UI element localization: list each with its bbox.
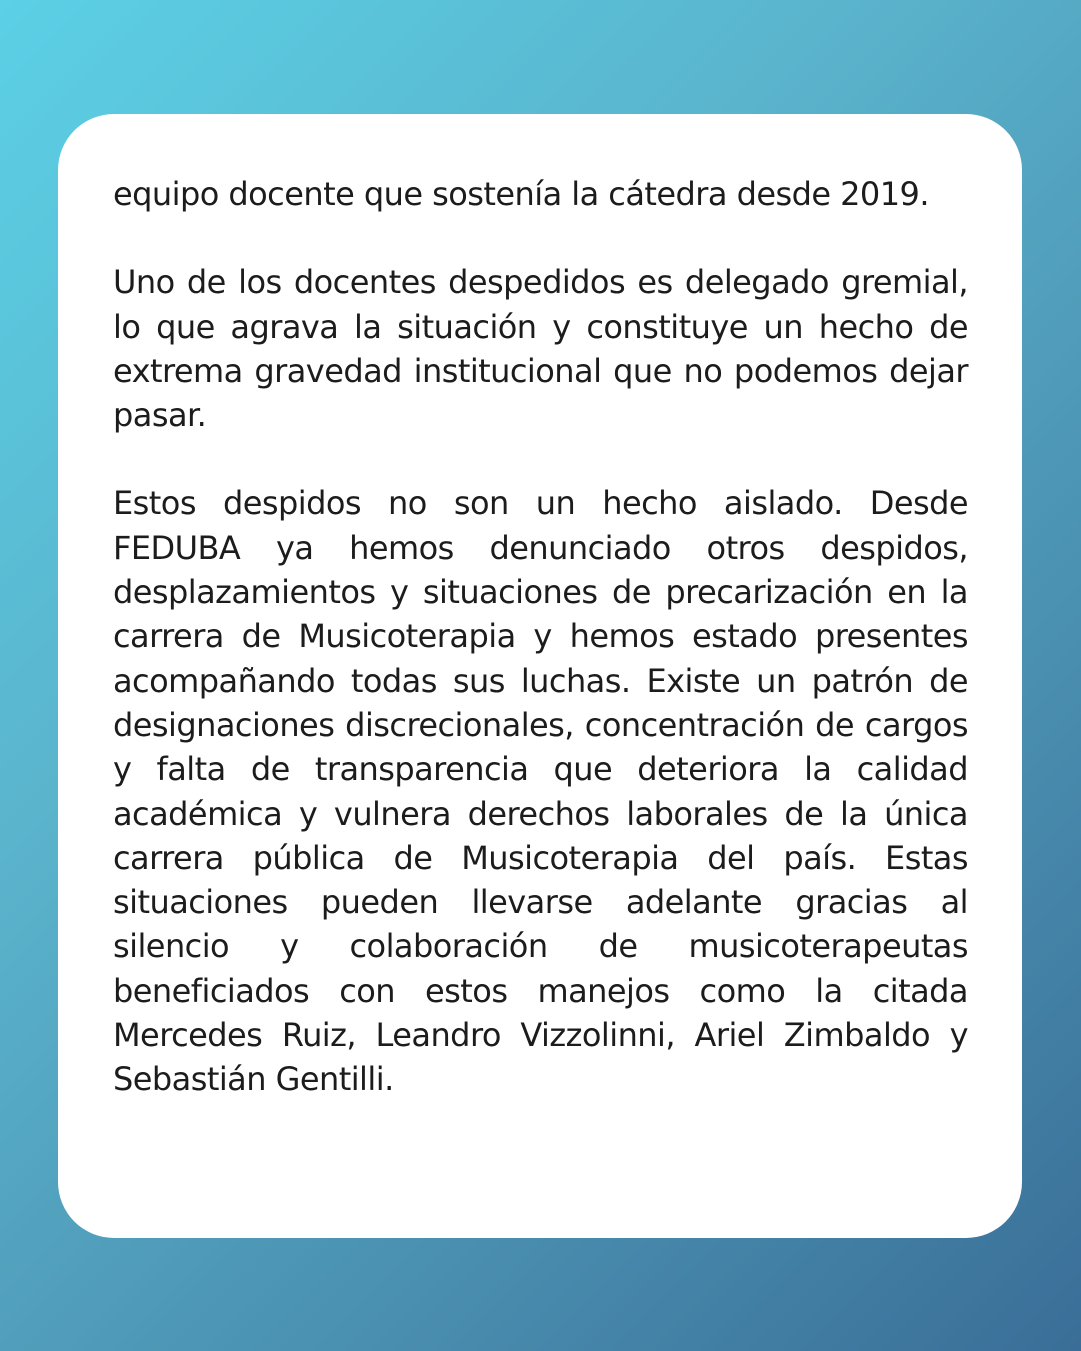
paragraph-3: Estos despidos no son un hecho aislado. Desde FEDUBA ya hemos denunciado otros despidos, desplazamientos y situaciones de precarización en la carrera de Musicoterapia y hemos estado presentes acompañando todas sus luchas. Existe un patrón de designaciones discrecionales, concentración de cargos y falta de transparencia que deteriora la calidad académica y vulnera derechos laborales de la única carrera pública de Musicoterapia del país. Estas situaciones pueden llevarse adelante gracias al silencio y colaboración de musicoterapeutas beneficiados con estos manejos como la citada Mercedes Ruiz, Leandro Vizzolinni, Ariel Zimbaldo y Sebastián Gentilli.	[113, 484, 968, 1099]
paragraph-1: equipo docente que sostenía la cátedra desde 2019.	[113, 175, 929, 213]
text-card	[58, 114, 1022, 1238]
paragraph-2: Uno de los docentes despedidos es delegado gremial, lo que agrava la situación y constituye un hecho de extrema gravedad institucional que no podemos dejar pasar.	[113, 263, 968, 435]
